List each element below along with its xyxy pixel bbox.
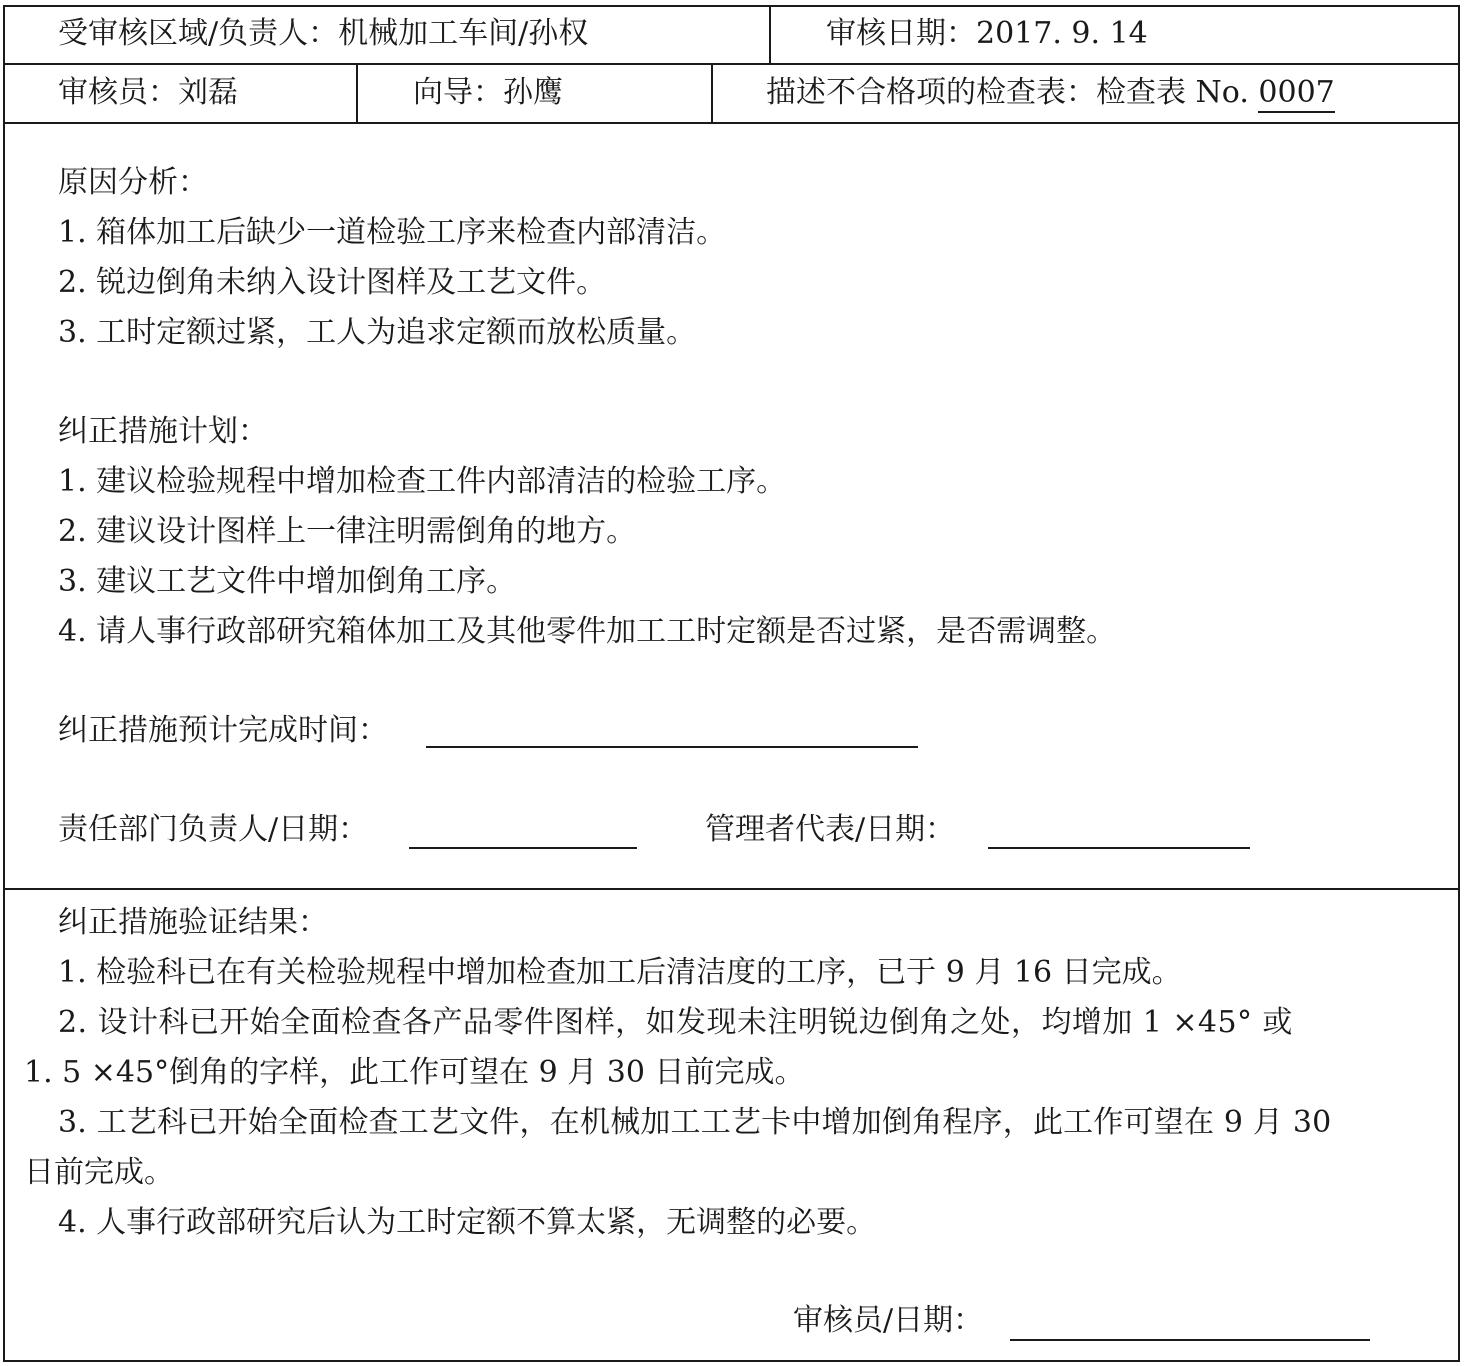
audit-area-value: 机械加工车间/孙权	[338, 16, 589, 51]
verification-line: 2. 设计科已开始全面检查各产品零件图样，如发现未注明锐边倒角之处，均增加 1 ×45° 或	[58, 1005, 1293, 1040]
guide-label: 向导：	[413, 75, 503, 110]
verification-title: 纠正措施验证结果：	[58, 905, 328, 940]
verification-divider	[3, 888, 1460, 890]
analysis-item: 1. 箱体加工后缺少一道检验工序来检查内部清洁。	[58, 215, 727, 250]
header-col-divider-1	[769, 5, 771, 64]
verification-line: 4. 人事行政部研究后认为工时定额不算太紧，无调整的必要。	[58, 1205, 877, 1240]
plan-item: 2. 建议设计图样上一律注明需倒角的地方。	[58, 514, 637, 549]
auditor-label: 审核员：	[58, 75, 178, 110]
plan-item: 4. 请人事行政部研究箱体加工及其他零件加工工时定额是否过紧，是否需调整。	[58, 614, 1117, 649]
mgr-rep-label: 管理者代表/日期：	[705, 812, 956, 847]
audit-date-value: 2017. 9. 14	[976, 16, 1148, 51]
analysis-item: 3. 工时定额过紧，工人为追求定额而放松质量。	[58, 315, 697, 350]
checklist-label: 描述不合格项的检查表：检查表 No.	[766, 75, 1259, 110]
plan-item: 1. 建议检验规程中增加检查工件内部清洁的检验工序。	[58, 464, 787, 499]
form-frame	[3, 5, 1460, 1362]
audit-date-label: 审核日期：	[826, 16, 976, 51]
auditor-field	[58, 75, 238, 111]
header-row-divider	[3, 63, 1460, 65]
verification-line: 1. 检验科已在有关检验规程中增加检查加工后清洁度的工序，已于 9 月 16 日完成。	[58, 955, 1182, 990]
analysis-title: 原因分析：	[58, 165, 208, 200]
verification-line: 日前完成。	[24, 1155, 174, 1190]
verification-line: 1. 5 ×45°倒角的字样，此工作可望在 9 月 30 日前完成。	[24, 1055, 805, 1090]
eta-label: 纠正措施预计完成时间：	[58, 713, 388, 748]
header-col-divider-3	[711, 63, 713, 123]
eta-blank-line[interactable]	[426, 746, 918, 748]
audit-date-field	[826, 16, 1148, 52]
checklist-number: 0007	[1258, 75, 1334, 113]
guide-value: 孙鹰	[503, 75, 563, 110]
verifier-label: 审核员/日期：	[793, 1303, 984, 1338]
audit-area-field	[58, 16, 588, 52]
dept-head-label: 责任部门负责人/日期：	[58, 812, 369, 847]
audit-area-label: 受审核区域/负责人：	[58, 16, 339, 51]
header-bottom-divider	[3, 122, 1460, 124]
header-col-divider-2	[356, 63, 358, 123]
mgr-rep-blank-line[interactable]	[988, 847, 1250, 849]
verifier-blank-line[interactable]	[1010, 1339, 1370, 1341]
plan-item: 3. 建议工艺文件中增加倒角工序。	[58, 564, 517, 599]
analysis-item: 2. 锐边倒角未纳入设计图样及工艺文件。	[58, 265, 607, 300]
guide-field	[413, 75, 563, 111]
plan-title: 纠正措施计划：	[58, 414, 268, 449]
dept-head-blank-line[interactable]	[409, 847, 637, 849]
auditor-value: 刘磊	[178, 75, 238, 110]
checklist-field	[766, 75, 1335, 111]
verification-line: 3. 工艺科已开始全面检查工艺文件，在机械加工工艺卡中增加倒角程序，此工作可望在 9 月 30	[58, 1105, 1332, 1140]
